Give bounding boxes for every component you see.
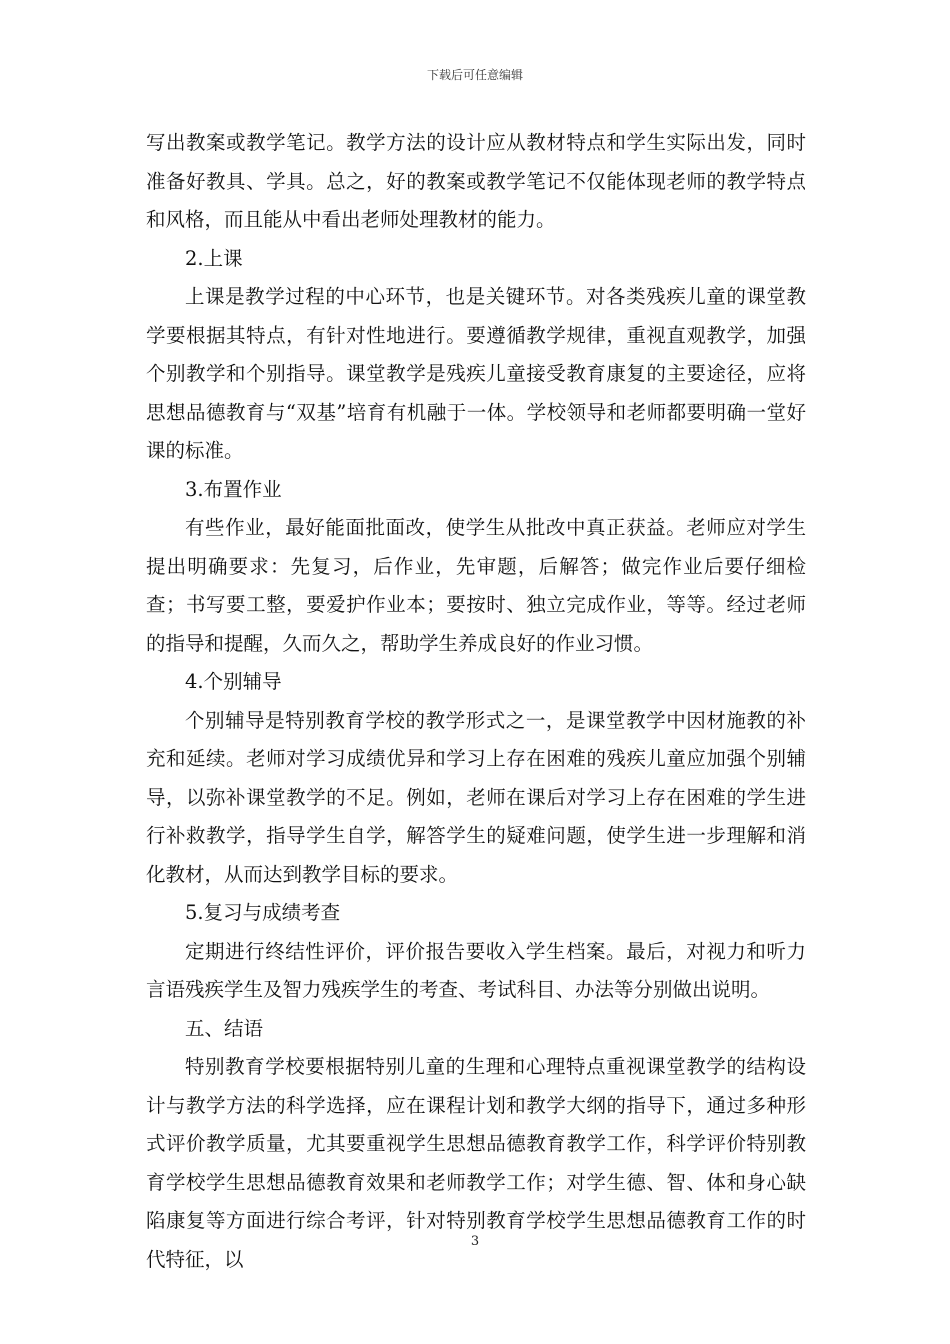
section-heading: 5.复习与成绩考查	[185, 901, 341, 924]
page-header: 下载后可任意编辑	[426, 68, 523, 82]
section-heading: 3.布置作业	[185, 477, 282, 501]
paragraph: 定期进行终结性评价，评价报告要收入学生档案。最后，对视力和听力言语残疾学生及智力残疾学生的考查、考试科目、办法等分别做出说明。	[146, 939, 806, 1001]
section-heading: 五、结语	[185, 1016, 264, 1040]
paragraph: 有些作业，最好能面批面改，使学生从批改中真正获益。老师应对学生提出明确要求：先复习，后作业，先审题，后解答；做完作业后要仔细检查；书写要工整，要爱护作业本；要按时、独立完成作业，等等。经过老师的指导和提醒，久而久之，帮助学生养成良好的作业习惯。	[146, 516, 806, 655]
paragraph: 个别辅导是特别教育学校的教学形式之一，是课堂教学中因材施教的补充和延续。老师对学习成绩优异和学习上存在困难的残疾儿童应加强个别辅导，以弥补课堂教学的不足。例如，老师在课后对学习上存在困难的学生进行补救教学，指导学生自学，解答学生的疑难问题，使学生进一步理解和消化教材，从而达到教学目标的要求。	[146, 708, 806, 886]
section-heading: 2.上课	[185, 246, 243, 270]
document-body	[146, 124, 806, 1279]
section-heading: 4.个别辅导	[185, 670, 282, 693]
page-number: 3	[470, 1234, 480, 1249]
paragraph: 上课是教学过程的中心环节，也是关键环节。对各类残疾儿童的课堂教学要根据其特点，有针对性地进行。要遵循教学规律，重视直观教学，加强个别教学和个别指导。课堂教学是残疾儿童接受教育康复的主要途径，应将思想品德教育与“双基”培育有机融于一体。学校领导和老师都要明确一堂好课的标准。	[146, 285, 806, 462]
paragraph: 特别教育学校要根据特别儿童的生理和心理特点重视课堂教学的结构设计与教学方法的科学选择，应在课程计划和教学大纲的指导下，通过多种形式评价教学质量，尤其要重视学生思想品德教育教学工作，科学评价特别教育学校学生思想品德教育效果和老师教学工作；对学生德、智、体和身心缺陷康复等方面进行综合考评，针对特别教育学校学生思想品德教育工作的时代特征，以	[146, 1055, 806, 1271]
paragraph: 写出教案或教学笔记。教学方法的设计应从教材特点和学生实际出发，同时准备好教具、学具。总之，好的教案或教学笔记不仅能体现老师的教学特点和风格，而且能从中看出老师处理教材的能力。	[146, 131, 806, 231]
